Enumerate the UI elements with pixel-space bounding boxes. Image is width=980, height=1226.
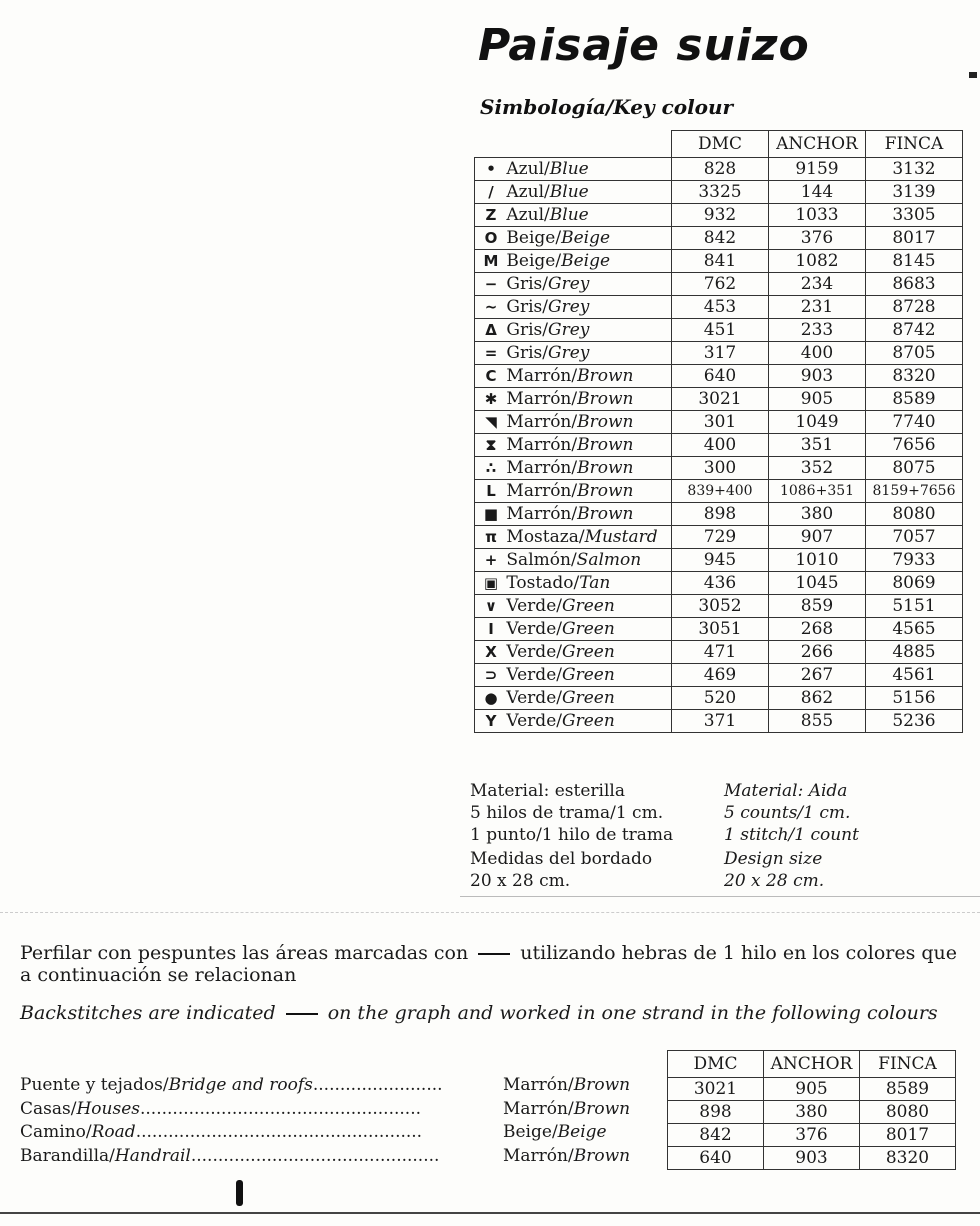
anchor-cell: 234 <box>769 273 866 296</box>
key-table-row <box>475 342 963 365</box>
backstitch-table-row <box>668 1078 956 1101</box>
item-colour: Beige/Beige <box>503 1122 607 1142</box>
colour-name-es: Gris <box>506 320 543 340</box>
finca-cell: 4565 <box>866 618 963 641</box>
colour-name-en: Brown <box>577 504 634 524</box>
colour-name-es: Marrón <box>506 412 572 432</box>
anchor-cell: 400 <box>769 342 866 365</box>
colour-name-en: Tan <box>579 573 611 593</box>
material-line: 1 stitch/1 count <box>724 825 859 845</box>
colour-name-cell: / Azul/Blue <box>475 181 672 204</box>
stitch-symbol-icon: ● <box>484 689 498 707</box>
colour-name-en: Beige <box>561 228 611 248</box>
colour-name-es: Marrón <box>506 366 572 386</box>
stitch-symbol-icon: − <box>484 275 498 293</box>
backstitch-text: Backstitches are indicated <box>20 1002 276 1024</box>
material-line: Material: Aida <box>724 781 848 801</box>
colour-name-es: Azul <box>506 205 545 225</box>
colour-name-cell: − Gris/Grey <box>475 273 672 296</box>
finca-cell: 8080 <box>860 1101 956 1124</box>
colour-name-es: Gris <box>506 343 543 363</box>
dmc-cell: 301 <box>672 411 769 434</box>
colour-name-cell: ▣ Tostado/Tan <box>475 572 672 595</box>
colour-name-es: Marrón <box>506 481 572 501</box>
colour-name-es: Salmón <box>506 550 571 570</box>
colour-name-en: Brown <box>577 458 634 478</box>
key-table-row <box>475 181 963 204</box>
colour-name-cell: ⧗ Marrón/Brown <box>475 434 672 457</box>
dmc-cell: 451 <box>672 319 769 342</box>
material-line: 5 hilos de trama/1 cm. <box>470 803 664 823</box>
colour-name-cell: ~ Gris/Grey <box>475 296 672 319</box>
finca-cell: 4885 <box>866 641 963 664</box>
item-name-es: Barandilla <box>20 1145 110 1166</box>
finca-cell: 7933 <box>866 549 963 572</box>
stitch-symbol-icon: L <box>486 482 496 500</box>
finca-cell: 8145 <box>866 250 963 273</box>
header-finca: FINCA <box>866 131 963 158</box>
colour-name-es: Gris <box>506 274 543 294</box>
dmc-cell: 520 <box>672 687 769 710</box>
header-dmc: DMC <box>672 131 769 158</box>
backstitch-text: utilizando hebras de 1 hilo en los colores que a continuación se relacionan <box>20 942 958 986</box>
dmc-cell: 839+400 <box>672 480 769 503</box>
item-colour-es: Marrón <box>503 1075 568 1095</box>
dmc-cell: 469 <box>672 664 769 687</box>
stitch-symbol-icon: Y <box>485 712 497 730</box>
stitch-symbol-icon: O <box>484 229 498 247</box>
colour-name-en: Grey <box>548 343 590 363</box>
key-colour-table <box>474 130 963 733</box>
finca-cell: 8589 <box>860 1078 956 1101</box>
colour-name-en: Brown <box>577 389 634 409</box>
colour-name-en: Grey <box>548 274 590 294</box>
item-label: Puente y tejados/Bridge and roofs <box>20 1075 313 1095</box>
colour-name-en: Salmon <box>576 550 642 570</box>
dmc-cell: 762 <box>672 273 769 296</box>
colour-name-en: Green <box>562 619 615 639</box>
finca-cell: 3132 <box>866 158 963 181</box>
colour-name-es: Azul <box>506 159 545 179</box>
bottom-border <box>0 1212 980 1214</box>
anchor-cell: 380 <box>769 503 866 526</box>
finca-cell: 8159+7656 <box>866 480 963 503</box>
backstitch-item <box>20 1075 631 1099</box>
key-table-row <box>475 710 963 733</box>
anchor-cell: 903 <box>769 365 866 388</box>
anchor-cell: 376 <box>769 227 866 250</box>
material-line: 1 punto/1 hilo de trama <box>470 825 674 845</box>
backstitch-line-icon <box>478 953 510 955</box>
colour-name-en: Grey <box>548 297 590 317</box>
edge-mark <box>969 72 977 78</box>
material-line: 20 x 28 cm. <box>724 871 825 891</box>
dot-leader: ..................................................... <box>135 1122 423 1142</box>
anchor-cell: 267 <box>769 664 866 687</box>
backstitch-table-row <box>668 1124 956 1147</box>
colour-name-en: Brown <box>577 435 634 455</box>
item-label: Camino/Road <box>20 1122 136 1142</box>
anchor-cell: 855 <box>769 710 866 733</box>
backstitch-table-row <box>668 1101 956 1124</box>
finca-cell: 3139 <box>866 181 963 204</box>
stitch-symbol-icon: ◥ <box>485 413 497 431</box>
finca-cell: 7057 <box>866 526 963 549</box>
item-colour-es: Marrón <box>503 1145 568 1166</box>
dmc-cell: 729 <box>672 526 769 549</box>
stitch-symbol-icon: ▣ <box>483 574 499 592</box>
dmc-cell: 471 <box>672 641 769 664</box>
colour-name-en: Green <box>562 688 615 708</box>
finca-cell: 8589 <box>866 388 963 411</box>
material-line: 20 x 28 cm. <box>470 871 571 891</box>
finca-cell: 8080 <box>866 503 963 526</box>
header-anchor: ANCHOR <box>769 131 866 158</box>
stitch-symbol-icon: ⊃ <box>484 666 498 684</box>
key-table-row <box>475 503 963 526</box>
colour-name-en: Grey <box>548 320 590 340</box>
dmc-cell: 841 <box>672 250 769 273</box>
dmc-cell: 828 <box>672 158 769 181</box>
key-table-header <box>475 131 963 158</box>
anchor-cell: 903 <box>764 1147 860 1170</box>
key-table-row <box>475 411 963 434</box>
finca-cell: 8728 <box>866 296 963 319</box>
stitch-symbol-icon: ∨ <box>484 597 498 615</box>
backstitch-text: Perfilar con pespuntes las áreas marcadas con <box>20 942 469 964</box>
colour-name-es: Verde <box>506 688 557 708</box>
colour-name-cell: Z Azul/Blue <box>475 204 672 227</box>
dot-leader: ........................ <box>312 1075 443 1095</box>
colour-name-en: Brown <box>577 481 634 501</box>
finca-cell: 5151 <box>866 595 963 618</box>
colour-name-cell: π Mostaza/Mustard <box>475 526 672 549</box>
item-label: Barandilla/Handrail <box>20 1145 191 1166</box>
colour-name-cell: L Marrón/Brown <box>475 480 672 503</box>
header-finca: FINCA <box>860 1051 956 1078</box>
colour-name-en: Brown <box>577 412 634 432</box>
divider <box>460 896 980 897</box>
colour-name-cell: + Salmón/Salmon <box>475 549 672 572</box>
fold-line <box>0 912 980 913</box>
key-table-row <box>475 457 963 480</box>
dmc-cell: 945 <box>672 549 769 572</box>
ink-mark <box>236 1180 243 1206</box>
finca-cell: 5156 <box>866 687 963 710</box>
stitch-symbol-icon: X <box>485 643 497 661</box>
key-table-row <box>475 664 963 687</box>
dmc-cell: 640 <box>668 1147 764 1170</box>
colour-name-cell: O Beige/Beige <box>475 227 672 250</box>
stitch-symbol-icon: M <box>483 252 499 270</box>
stitch-symbol-icon: + <box>484 551 498 569</box>
material-line: Medidas del bordado <box>470 849 653 869</box>
anchor-cell: 1049 <box>769 411 866 434</box>
colour-name-cell: ∨ Verde/Green <box>475 595 672 618</box>
anchor-cell: 1045 <box>769 572 866 595</box>
key-table-row <box>475 204 963 227</box>
anchor-cell: 231 <box>769 296 866 319</box>
anchor-cell: 1082 <box>769 250 866 273</box>
colour-name-es: Verde <box>506 642 557 662</box>
material-line: 5 counts/1 cm. <box>724 803 851 823</box>
anchor-cell: 380 <box>764 1101 860 1124</box>
backstitch-table <box>667 1050 956 1170</box>
dmc-cell: 371 <box>672 710 769 733</box>
colour-name-es: Verde <box>506 596 557 616</box>
anchor-cell: 376 <box>764 1124 860 1147</box>
colour-name-cell: Y Verde/Green <box>475 710 672 733</box>
colour-name-es: Marrón <box>506 504 572 524</box>
anchor-cell: 859 <box>769 595 866 618</box>
key-table-row <box>475 250 963 273</box>
item-name-es: Camino <box>20 1122 86 1142</box>
key-table-row <box>475 434 963 457</box>
finca-cell: 8742 <box>866 319 963 342</box>
stitch-symbol-icon: = <box>484 344 498 362</box>
stitch-symbol-icon: C <box>485 367 497 385</box>
finca-cell: 8320 <box>860 1147 956 1170</box>
stitch-symbol-icon: I <box>488 620 494 638</box>
backstitch-instructions-english <box>20 1002 970 1024</box>
colour-name-es: Azul <box>506 182 545 202</box>
anchor-cell: 905 <box>764 1078 860 1101</box>
item-name-en: Bridge and roofs <box>168 1075 313 1095</box>
backstitch-text: on the graph and worked in one strand in the following colours <box>327 1002 938 1024</box>
item-colour-en: Brown <box>573 1145 631 1166</box>
dmc-cell: 898 <box>668 1101 764 1124</box>
dot-leader: .............................................. <box>190 1145 440 1166</box>
anchor-cell: 905 <box>769 388 866 411</box>
stitch-symbol-icon: Z <box>485 206 497 224</box>
item-colour: Marrón/Brown <box>503 1075 631 1095</box>
stitch-symbol-icon: • <box>486 160 496 178</box>
key-table-row <box>475 549 963 572</box>
item-colour-es: Beige <box>503 1122 552 1142</box>
colour-name-en: Beige <box>561 251 611 271</box>
dmc-cell: 842 <box>668 1124 764 1147</box>
anchor-cell: 9159 <box>769 158 866 181</box>
item-name-en: Houses <box>76 1098 140 1119</box>
colour-name-cell: C Marrón/Brown <box>475 365 672 388</box>
colour-name-es: Verde <box>506 665 557 685</box>
colour-name-es: Beige <box>506 251 556 271</box>
colour-name-cell: ∴ Marrón/Brown <box>475 457 672 480</box>
key-table-row <box>475 158 963 181</box>
dmc-cell: 640 <box>672 365 769 388</box>
header-dmc: DMC <box>668 1051 764 1078</box>
item-name-es: Puente y tejados <box>20 1075 163 1095</box>
colour-name-cell: I Verde/Green <box>475 618 672 641</box>
colour-name-es: Beige <box>506 228 556 248</box>
colour-name-es: Mostaza <box>506 527 579 547</box>
key-table-row <box>475 365 963 388</box>
colour-name-cell: ⊃ Verde/Green <box>475 664 672 687</box>
colour-name-es: Marrón <box>506 458 572 478</box>
backstitch-item <box>20 1098 631 1123</box>
backstitch-table-header <box>668 1051 956 1078</box>
colour-name-es: Marrón <box>506 435 572 455</box>
key-table-row <box>475 641 963 664</box>
key-table-row <box>475 273 963 296</box>
stitch-symbol-icon: ■ <box>483 505 499 523</box>
item-colour: Marrón/Brown <box>503 1098 631 1119</box>
anchor-cell: 144 <box>769 181 866 204</box>
key-table-row <box>475 296 963 319</box>
anchor-cell: 268 <box>769 618 866 641</box>
finca-cell: 7740 <box>866 411 963 434</box>
colour-name-cell: M Beige/Beige <box>475 250 672 273</box>
item-name-en: Road <box>91 1122 136 1142</box>
dmc-cell: 3021 <box>672 388 769 411</box>
finca-cell: 4561 <box>866 664 963 687</box>
colour-name-en: Green <box>562 596 615 616</box>
colour-name-es: Verde <box>506 619 557 639</box>
finca-cell: 8017 <box>866 227 963 250</box>
dmc-cell: 842 <box>672 227 769 250</box>
item-name-en: Handrail <box>114 1145 191 1166</box>
key-table-row <box>475 618 963 641</box>
key-colour-heading: Simbología/Key colour <box>480 95 734 119</box>
material-english <box>724 780 859 892</box>
colour-name-en: Blue <box>549 159 589 179</box>
key-table-row <box>475 227 963 250</box>
colour-name-es: Verde <box>506 711 557 731</box>
colour-name-es: Marrón <box>506 389 572 409</box>
anchor-cell: 351 <box>769 434 866 457</box>
backstitch-item <box>20 1122 607 1146</box>
stitch-symbol-icon: Δ <box>485 321 497 339</box>
colour-name-cell: ● Verde/Green <box>475 687 672 710</box>
key-table-row <box>475 388 963 411</box>
finca-cell: 3305 <box>866 204 963 227</box>
page-title: Paisaje suizo <box>478 20 810 71</box>
dmc-cell: 400 <box>672 434 769 457</box>
dmc-cell: 317 <box>672 342 769 365</box>
key-table-row <box>475 480 963 503</box>
stitch-symbol-icon: ~ <box>484 298 498 316</box>
colour-name-es: Tostado <box>506 573 574 593</box>
item-label: Casas/Houses <box>20 1098 140 1119</box>
finca-cell: 8683 <box>866 273 963 296</box>
dmc-cell: 898 <box>672 503 769 526</box>
colour-name-cell: X Verde/Green <box>475 641 672 664</box>
dmc-cell: 3325 <box>672 181 769 204</box>
colour-name-en: Mustard <box>584 527 658 547</box>
material-spanish <box>470 780 673 892</box>
anchor-cell: 233 <box>769 319 866 342</box>
colour-name-en: Blue <box>549 205 589 225</box>
material-line: Material: esterilla <box>470 781 625 801</box>
colour-name-cell: ◥ Marrón/Brown <box>475 411 672 434</box>
item-name-es: Casas <box>20 1098 71 1119</box>
dmc-cell: 436 <box>672 572 769 595</box>
backstitch-item <box>20 1145 631 1170</box>
item-colour: Marrón/Brown <box>503 1145 631 1166</box>
colour-name-en: Green <box>562 665 615 685</box>
colour-name-cell: ✱ Marrón/Brown <box>475 388 672 411</box>
item-colour-es: Marrón <box>503 1098 568 1119</box>
anchor-cell: 352 <box>769 457 866 480</box>
anchor-cell: 1086+351 <box>769 480 866 503</box>
colour-name-en: Green <box>562 711 615 731</box>
dmc-cell: 3052 <box>672 595 769 618</box>
backstitch-instructions-spanish <box>20 942 970 986</box>
stitch-symbol-icon: ⧗ <box>485 436 497 454</box>
colour-name-en: Green <box>562 642 615 662</box>
dmc-cell: 3051 <box>672 618 769 641</box>
key-table-row <box>475 526 963 549</box>
colour-name-cell: = Gris/Grey <box>475 342 672 365</box>
anchor-cell: 1010 <box>769 549 866 572</box>
colour-name-cell: ■ Marrón/Brown <box>475 503 672 526</box>
finca-cell: 8075 <box>866 457 963 480</box>
finca-cell: 8705 <box>866 342 963 365</box>
anchor-cell: 1033 <box>769 204 866 227</box>
finca-cell: 5236 <box>866 710 963 733</box>
colour-name-cell: • Azul/Blue <box>475 158 672 181</box>
dot-leader: .................................................... <box>140 1098 421 1119</box>
colour-name-en: Brown <box>577 366 634 386</box>
key-table-row <box>475 595 963 618</box>
item-colour-en: Beige <box>557 1122 607 1142</box>
stitch-symbol-icon: π <box>485 528 497 546</box>
item-colour-en: Brown <box>573 1098 631 1119</box>
dmc-cell: 453 <box>672 296 769 319</box>
key-table-row <box>475 319 963 342</box>
anchor-cell: 266 <box>769 641 866 664</box>
backstitch-table-row <box>668 1147 956 1170</box>
dmc-cell: 3021 <box>668 1078 764 1101</box>
stitch-symbol-icon: ✱ <box>484 390 498 408</box>
anchor-cell: 907 <box>769 526 866 549</box>
finca-cell: 8320 <box>866 365 963 388</box>
colour-name-cell: Δ Gris/Grey <box>475 319 672 342</box>
finca-cell: 8069 <box>866 572 963 595</box>
item-colour-en: Brown <box>573 1075 631 1095</box>
anchor-cell: 862 <box>769 687 866 710</box>
key-table-row <box>475 572 963 595</box>
colour-name-es: Gris <box>506 297 543 317</box>
key-table-row <box>475 687 963 710</box>
material-line: Design size <box>724 849 823 869</box>
backstitch-list <box>20 1075 631 1169</box>
stitch-symbol-icon: / <box>488 183 494 201</box>
dmc-cell: 300 <box>672 457 769 480</box>
stitch-symbol-icon: ∴ <box>485 459 497 477</box>
colour-name-en: Blue <box>549 182 589 202</box>
header-blank <box>475 131 672 158</box>
finca-cell: 8017 <box>860 1124 956 1147</box>
backstitch-line-icon <box>286 1013 318 1015</box>
dmc-cell: 932 <box>672 204 769 227</box>
finca-cell: 7656 <box>866 434 963 457</box>
header-anchor: ANCHOR <box>764 1051 860 1078</box>
